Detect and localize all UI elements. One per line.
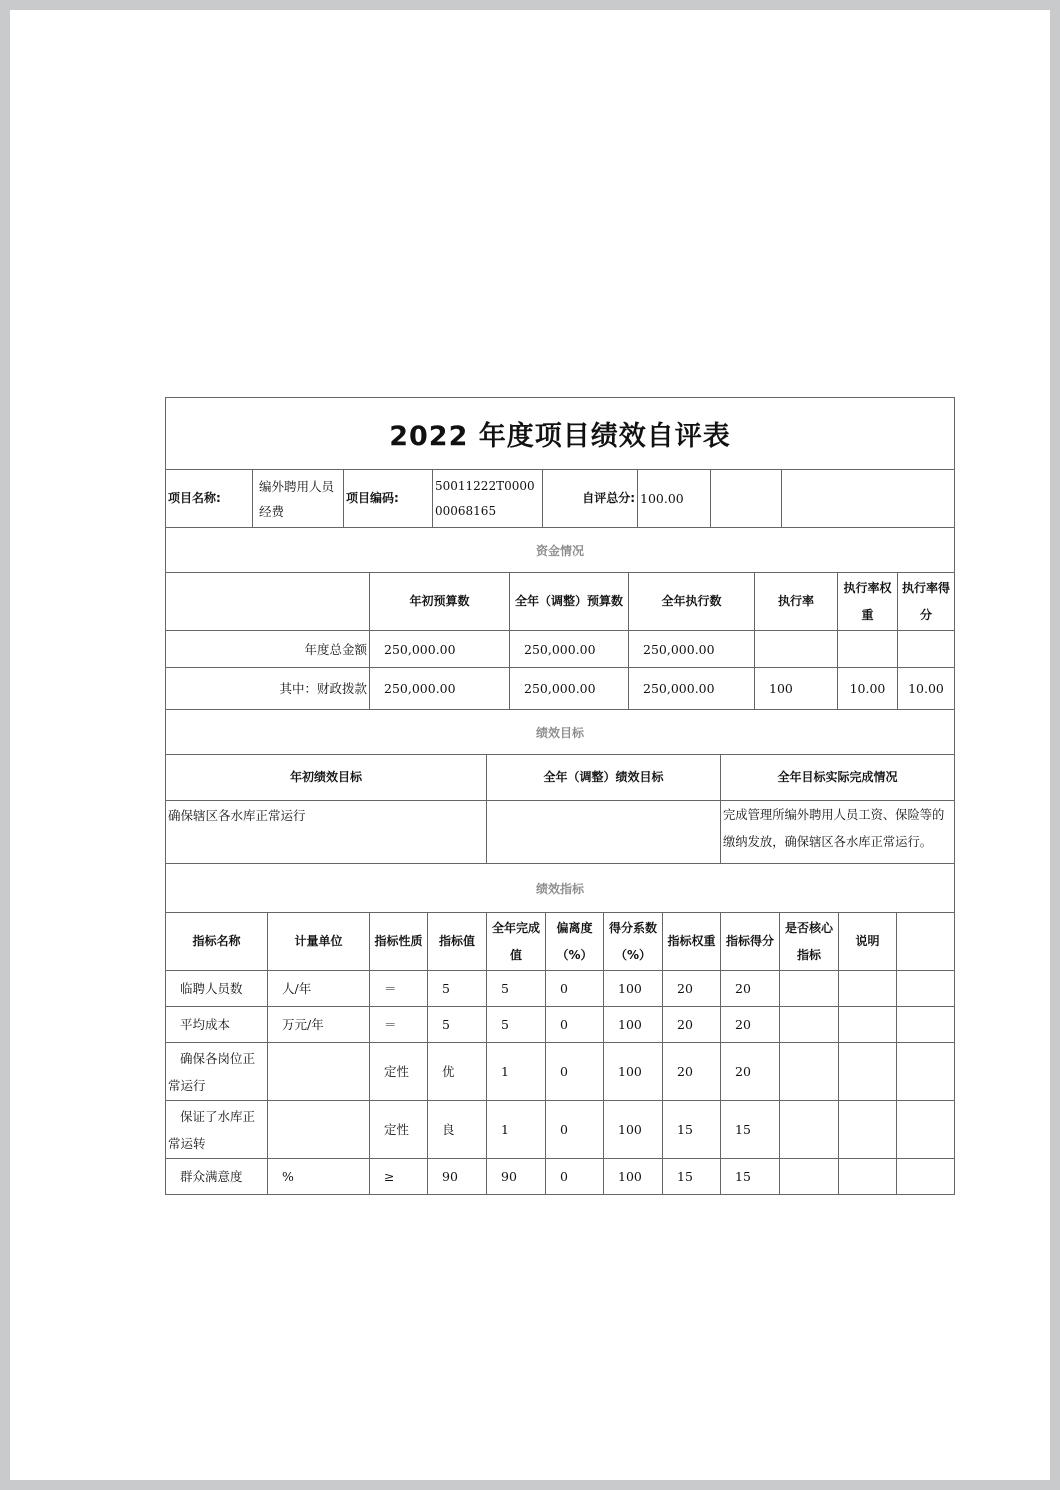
indicator-target: 5 — [428, 971, 487, 1006]
self-score-value: 100.00 — [638, 470, 711, 527]
empty-cell — [897, 1043, 954, 1100]
indicator-name: 保证了水库正常运转 — [166, 1101, 268, 1158]
goals-section-title: 绩效目标 — [166, 710, 954, 755]
indicator-nature: ＝ — [370, 1007, 428, 1042]
indicator-actual: 5 — [487, 971, 546, 1006]
indicator-target: 90 — [428, 1159, 487, 1194]
indicator-note — [839, 1007, 897, 1042]
funds-adjusted-value: 250,000.00 — [510, 631, 629, 667]
funds-header-row — [166, 573, 954, 631]
table-row — [166, 1043, 954, 1101]
project-info-row — [166, 470, 954, 528]
indicator-core — [780, 1043, 839, 1100]
funds-col-score: 执行率得分 — [901, 580, 950, 622]
document-page — [10, 10, 1050, 1480]
funds-col-executed: 全年执行数 — [629, 573, 755, 630]
funds-executed-value: 250,000.00 — [629, 631, 755, 667]
indicator-coef: 100 — [604, 1159, 663, 1194]
indicator-actual: 1 — [487, 1101, 546, 1158]
funds-section-title: 资金情况 — [166, 528, 954, 573]
funds-col-adjusted: 全年（调整）预算数 — [510, 573, 629, 630]
project-name-label: 项目名称: — [166, 470, 253, 527]
funds-adjusted-value: 250,000.00 — [510, 668, 629, 709]
indicators-header-row — [166, 913, 954, 971]
indicator-weight: 20 — [663, 971, 721, 1006]
ind-col-name: 指标名称 — [166, 913, 268, 970]
indicator-deviation: 0 — [546, 1101, 604, 1158]
indicator-note — [839, 971, 897, 1006]
empty-cell — [782, 470, 954, 527]
indicator-unit: 人/年 — [268, 971, 370, 1006]
goals-initial-text: 确保辖区各水库正常运行 — [166, 801, 487, 863]
funds-initial-value: 250,000.00 — [370, 631, 510, 667]
indicator-core — [780, 1159, 839, 1194]
ind-col-note: 说明 — [839, 913, 897, 970]
indicator-actual: 5 — [487, 1007, 546, 1042]
ind-col-target: 指标值 — [428, 913, 487, 970]
funds-col-initial: 年初预算数 — [370, 573, 510, 630]
evaluation-table — [165, 397, 955, 1195]
project-name-value: 编外聘用人员经费 — [253, 470, 344, 527]
indicator-name: 确保各岗位正常运行 — [166, 1043, 268, 1100]
goals-actual-text: 完成管理所编外聘用人员工资、保险等的缴纳发放，确保辖区各水库正常运行。 — [723, 808, 945, 849]
indicator-weight: 20 — [663, 1007, 721, 1042]
indicator-core — [780, 1007, 839, 1042]
indicator-unit: 万元/年 — [268, 1007, 370, 1042]
empty-cell — [897, 1007, 954, 1042]
indicator-name: 临聘人员数 — [166, 971, 268, 1006]
funds-rate-value — [755, 631, 838, 667]
indicator-target: 5 — [428, 1007, 487, 1042]
goals-header-row — [166, 755, 954, 801]
indicator-note — [839, 1159, 897, 1194]
funds-row-fiscal — [166, 668, 954, 710]
ind-col-core: 是否核心指标 — [780, 913, 839, 970]
funds-rate-value: 100 — [755, 668, 838, 709]
table-row — [166, 1101, 954, 1159]
goals-col-initial: 年初绩效目标 — [166, 755, 487, 800]
indicator-name: 群众满意度 — [166, 1159, 268, 1194]
indicator-deviation: 0 — [546, 1159, 604, 1194]
indicator-weight: 15 — [663, 1159, 721, 1194]
self-score-label: 自评总分: — [543, 470, 638, 527]
indicator-score: 15 — [721, 1101, 780, 1158]
indicator-weight: 15 — [663, 1101, 721, 1158]
indicator-core — [780, 1101, 839, 1158]
indicator-actual: 90 — [487, 1159, 546, 1194]
indicator-unit — [268, 1101, 370, 1158]
funds-row-total — [166, 631, 954, 668]
ind-col-nature: 指标性质 — [370, 913, 428, 970]
ind-col-coef: 得分系数（%） — [604, 913, 663, 970]
indicator-core — [780, 971, 839, 1006]
indicator-actual: 1 — [487, 1043, 546, 1100]
indicator-target: 良 — [428, 1101, 487, 1158]
project-code-label: 项目编码: — [344, 470, 433, 527]
ind-col-weight: 指标权重 — [663, 913, 721, 970]
funds-score-value — [898, 631, 954, 667]
table-title: 2022 年度项目绩效自评表 — [166, 398, 954, 470]
empty-cell — [897, 1101, 954, 1158]
indicator-name: 平均成本 — [166, 1007, 268, 1042]
indicators-section-title: 绩效指标 — [166, 864, 954, 913]
funds-col-weight: 执行率权重 — [838, 573, 898, 630]
indicator-nature: 定性 — [370, 1101, 428, 1158]
indicator-coef: 100 — [604, 1101, 663, 1158]
funds-col-rate: 执行率 — [755, 573, 838, 630]
indicator-weight: 20 — [663, 1043, 721, 1100]
project-code-value: 50011222T000000068165 — [433, 470, 543, 527]
table-row — [166, 971, 954, 1007]
table-row — [166, 1159, 954, 1194]
empty-cell — [897, 971, 954, 1006]
indicator-nature: 定性 — [370, 1043, 428, 1100]
funds-weight-value: 10.00 — [838, 668, 898, 709]
indicator-score: 20 — [721, 971, 780, 1006]
indicator-deviation: 0 — [546, 1043, 604, 1100]
indicator-coef: 100 — [604, 1007, 663, 1042]
ind-col-unit: 计量单位 — [268, 913, 370, 970]
indicator-coef: 100 — [604, 971, 663, 1006]
empty-cell — [166, 573, 370, 630]
goals-col-actual: 全年目标实际完成情况 — [777, 770, 898, 784]
goals-col-adjusted: 全年（调整）绩效目标 — [487, 755, 721, 800]
funds-score-value: 10.00 — [908, 681, 944, 696]
indicator-note — [839, 1043, 897, 1100]
indicator-unit — [268, 1043, 370, 1100]
indicator-deviation: 0 — [546, 971, 604, 1006]
goals-content-row — [166, 801, 954, 864]
funds-row-label: 年度总金额 — [166, 631, 370, 667]
funds-executed-value: 250,000.00 — [629, 668, 755, 709]
funds-initial-value: 250,000.00 — [370, 668, 510, 709]
empty-cell — [711, 470, 782, 527]
ind-col-score: 指标得分 — [721, 913, 780, 970]
indicator-score: 20 — [721, 1043, 780, 1100]
funds-weight-value — [838, 631, 898, 667]
ind-col-actual: 全年完成值 — [487, 913, 546, 970]
indicator-nature: ≥ — [370, 1159, 428, 1194]
indicator-target: 优 — [428, 1043, 487, 1100]
indicator-score: 15 — [721, 1159, 780, 1194]
table-row — [166, 1007, 954, 1043]
indicator-score: 20 — [721, 1007, 780, 1042]
ind-col-deviation: 偏离度（%） — [546, 913, 604, 970]
indicator-note — [839, 1101, 897, 1158]
empty-cell — [897, 1159, 954, 1194]
goals-adjusted-text — [487, 801, 721, 863]
indicator-deviation: 0 — [546, 1007, 604, 1042]
indicator-nature: ＝ — [370, 971, 428, 1006]
funds-row-label: 其中：财政拨款 — [166, 668, 370, 709]
indicator-unit: % — [268, 1159, 370, 1194]
empty-cell — [897, 913, 954, 970]
indicator-coef: 100 — [604, 1043, 663, 1100]
